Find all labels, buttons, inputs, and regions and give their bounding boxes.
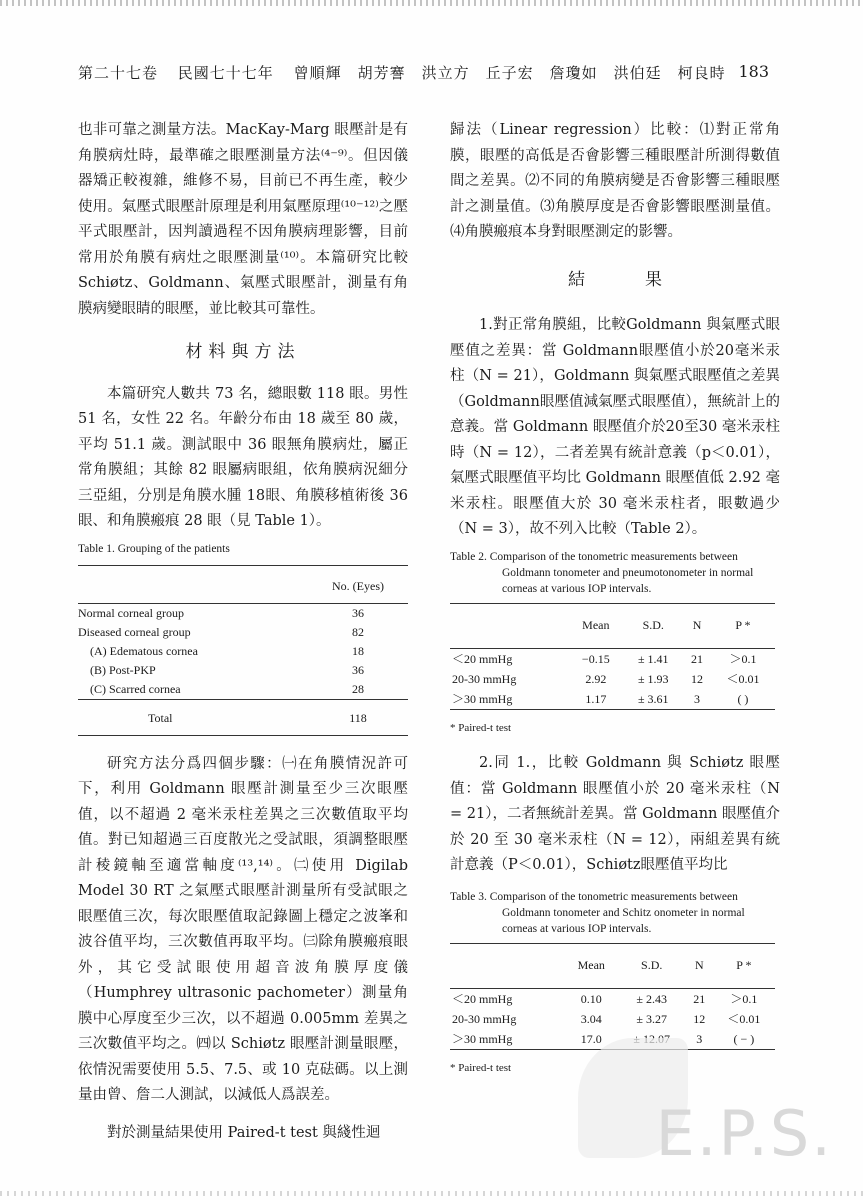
table1-caption: Table 1. Grouping of the patients	[78, 542, 230, 555]
table3-caption: Table 3. Comparison of the tonometric measurements between Goldmann tonometer and Schitz onometer in normal corneas at various IOP intervals.	[450, 890, 745, 935]
left-column	[78, 118, 408, 1146]
page-number: 183	[738, 62, 769, 81]
table1-row-label: Diseased corneal group	[78, 624, 191, 639]
scan-artifact-top	[0, 0, 863, 6]
table1-total-value: 118	[308, 699, 408, 735]
table2-col-p: P *	[711, 603, 775, 648]
table-row	[78, 661, 408, 680]
table1-total-label: Total	[78, 699, 308, 735]
volume-label: 第二十七卷	[78, 64, 159, 82]
table-row	[78, 603, 408, 623]
methods-paragraph-3: 對於測量結果使用 Paired-t test 與綫性迴	[107, 1124, 381, 1141]
table3-header-row	[450, 943, 775, 988]
section-title-methods: 材料與方法	[185, 342, 301, 362]
scan-artifact-bottom	[0, 1191, 863, 1196]
table-row	[78, 623, 408, 642]
table2-col-mean: Mean	[568, 603, 623, 648]
table-row: 20-30 mmHg 3.04 ± 3.27 12 ＜0.01	[452, 1011, 761, 1026]
table-row: ＞30 mmHg 17.0 3 ( − )	[452, 1031, 755, 1046]
table1-row-label: (C) Scarred cornea	[90, 681, 181, 696]
table1-column-header: No. (Eyes)	[308, 565, 408, 603]
methods-paragraph-1: 本篇研究人數共 73 名，總眼數 118 眼。男性 51 名，女性 22 名。年齡分布由 18 歲至 80 歲，平均 51.1 歲。測試眼中 36 眼無角膜病灶，屬正常角膜組；其餘 82 眼屬病眼組，依角膜病況細分三亞組，分別是角膜水腫 18眼、角膜移植術後 36 眼、和角膜瘢痕 28 眼（見 Table 1）。	[78, 385, 408, 529]
methods-paragraph-2: 研究方法分爲四個步驟：㈠在角膜情況許可下，利用 Goldmann 眼壓計測量至少三次眼壓值，以不超過 2 毫米汞柱差異之三次數值取平均值。對已知超過三百度散光之受試眼，須調整眼壓計稜鏡軸至適當軸度⁽¹³,¹⁴⁾。㈡使用 Digilab Model 30 RT 之氣壓式眼壓計測量所有受試眼之眼壓值三次，每次眼壓值取記錄圖上穩定之波峯和波谷值平均，三次數值再取平均。㈢除角膜瘢痕眼外，其它受試眼使用超音波角膜厚度儀（Humphrey ultrasonic pachometer）測量角膜中心厚度至少三次，以不超過 0.005mm 差異之三次數值平均之。㈣以 Schiøtz 眼壓計測量眼壓，依情況需要使用 5.5、7.5、或 10 克砝碼。以上測量由曾、詹二人測試，以減低人爲誤差。	[78, 755, 408, 1103]
table2-col-n: N	[683, 603, 711, 648]
table1-row-label: Normal corneal group	[78, 603, 308, 623]
table3-col-sd: S.D.	[618, 943, 686, 988]
table3-col-mean: Mean	[565, 943, 618, 988]
table2-header-row	[450, 603, 775, 648]
table2-caption: Table 2. Comparison of the tonometric measurements between Goldmann tonometer and pneumotonometer in normal corneas at various IOP intervals.	[450, 550, 754, 595]
running-header	[78, 62, 778, 83]
table-row: ＜20 mmHg 0.10 ± 2.43 21 ＞0.1	[450, 988, 775, 1009]
table-1	[78, 565, 408, 742]
table-row: 20-30 mmHg 2.92 ± 1.93 12 ＜0.01	[452, 671, 760, 686]
table1-row-label: (B) Post-PKP	[90, 662, 156, 677]
table2-col-sd: S.D.	[623, 603, 683, 648]
table1-header-row	[78, 565, 408, 603]
table3-col-p: P *	[713, 943, 775, 988]
table-row	[78, 642, 408, 661]
right-column	[450, 118, 780, 1091]
table-row	[78, 680, 408, 700]
table1-total-row	[78, 699, 408, 735]
table1-row-value: 36	[308, 603, 408, 623]
table1-row-label: (A) Edematous cornea	[90, 643, 198, 658]
results-paragraph-1: 1.對正常角膜組，比較Goldmann 與氣壓式眼壓值之差異：當 Goldmann眼壓值小於20毫米汞柱（N = 21），Goldmann 與氣壓式眼壓值之差異（Goldmann眼壓值減氣壓式眼壓值），無統計上的意義。當 Goldmann 眼壓值介於20至30 毫米汞柱時（N = 12），二者差異有統計意義（p＜0.01），氣壓式眼壓值平均比 Goldmann 眼壓值低 2.92 毫米汞柱。眼壓值大於 30 毫米汞柱者，眼數過少（N = 3），故不列入比較（Table 2）。	[450, 317, 780, 537]
intro-paragraph: 也非可靠之測量方法。MacKay-Marg 眼壓計是有角膜病灶時，最準確之眼壓測量方法⁽⁴⁻⁹⁾。但因儀器矯正較複雜，維修不易，目前已不再生產，較少使用。氣壓式眼壓計原理是利用氣壓原理⁽¹⁰⁻¹²⁾之壓平式眼壓計，因判讀過程不因角膜病理影響，目前常用於角膜有病灶之眼壓測量⁽¹⁰⁾。本篇研究比較 Schiøtz、Goldmann、氣壓式眼壓計，測量有角膜病變眼睛的眼壓，並比較其可靠性。	[78, 122, 408, 317]
table3-footnote: * Paired-t test	[450, 1061, 512, 1074]
section-title-results: 結果	[568, 269, 722, 290]
authors: 曾順輝 胡芳謇 洪立方 丘子宏 詹瓊如 洪伯廷 柯良時	[293, 64, 726, 82]
table1-row-value: 82	[352, 624, 364, 639]
table-3	[450, 943, 775, 1050]
table3-col-n: N	[686, 943, 713, 988]
results-paragraph-2: 2.同 1.，比較 Goldmann 與 Schiøtz 眼壓值：當 Goldmann 眼壓值小於 20 毫米汞柱（N = 21），二者無統計差異。當 Goldmann 眼壓值介於 20 至 30 毫米汞柱（N = 12），兩組差異有統計意義（P＜0.01），Schiøtz眼壓值平均比	[450, 755, 780, 873]
year-label: 民國七十七年	[177, 64, 274, 82]
table2-footnote: * Paired-t test	[450, 721, 512, 734]
table-row: ＞30 mmHg 1.17 ± 3.61 3 ( )	[452, 691, 749, 706]
table1-row-value: 36	[352, 662, 364, 677]
table1-row-value: 18	[352, 643, 364, 658]
table-row: ＜20 mmHg −0.15 ± 1.41 21 ＞0.1	[450, 648, 775, 669]
watermark-logo: E.P.S.	[655, 1097, 833, 1170]
table1-row-value: 28	[352, 681, 364, 696]
stats-paragraph: 歸法（Linear regression）比較：⑴對正常角膜，眼壓的高低是否會影響三種眼壓計所測得數值間之差異。⑵不同的角膜病變是否會影響三種眼壓計之測量值。⑶角膜厚度是否會影響眼壓測量值。⑷角膜瘢痕本身對眼壓測定的影響。	[450, 122, 780, 240]
table-2	[450, 603, 775, 710]
